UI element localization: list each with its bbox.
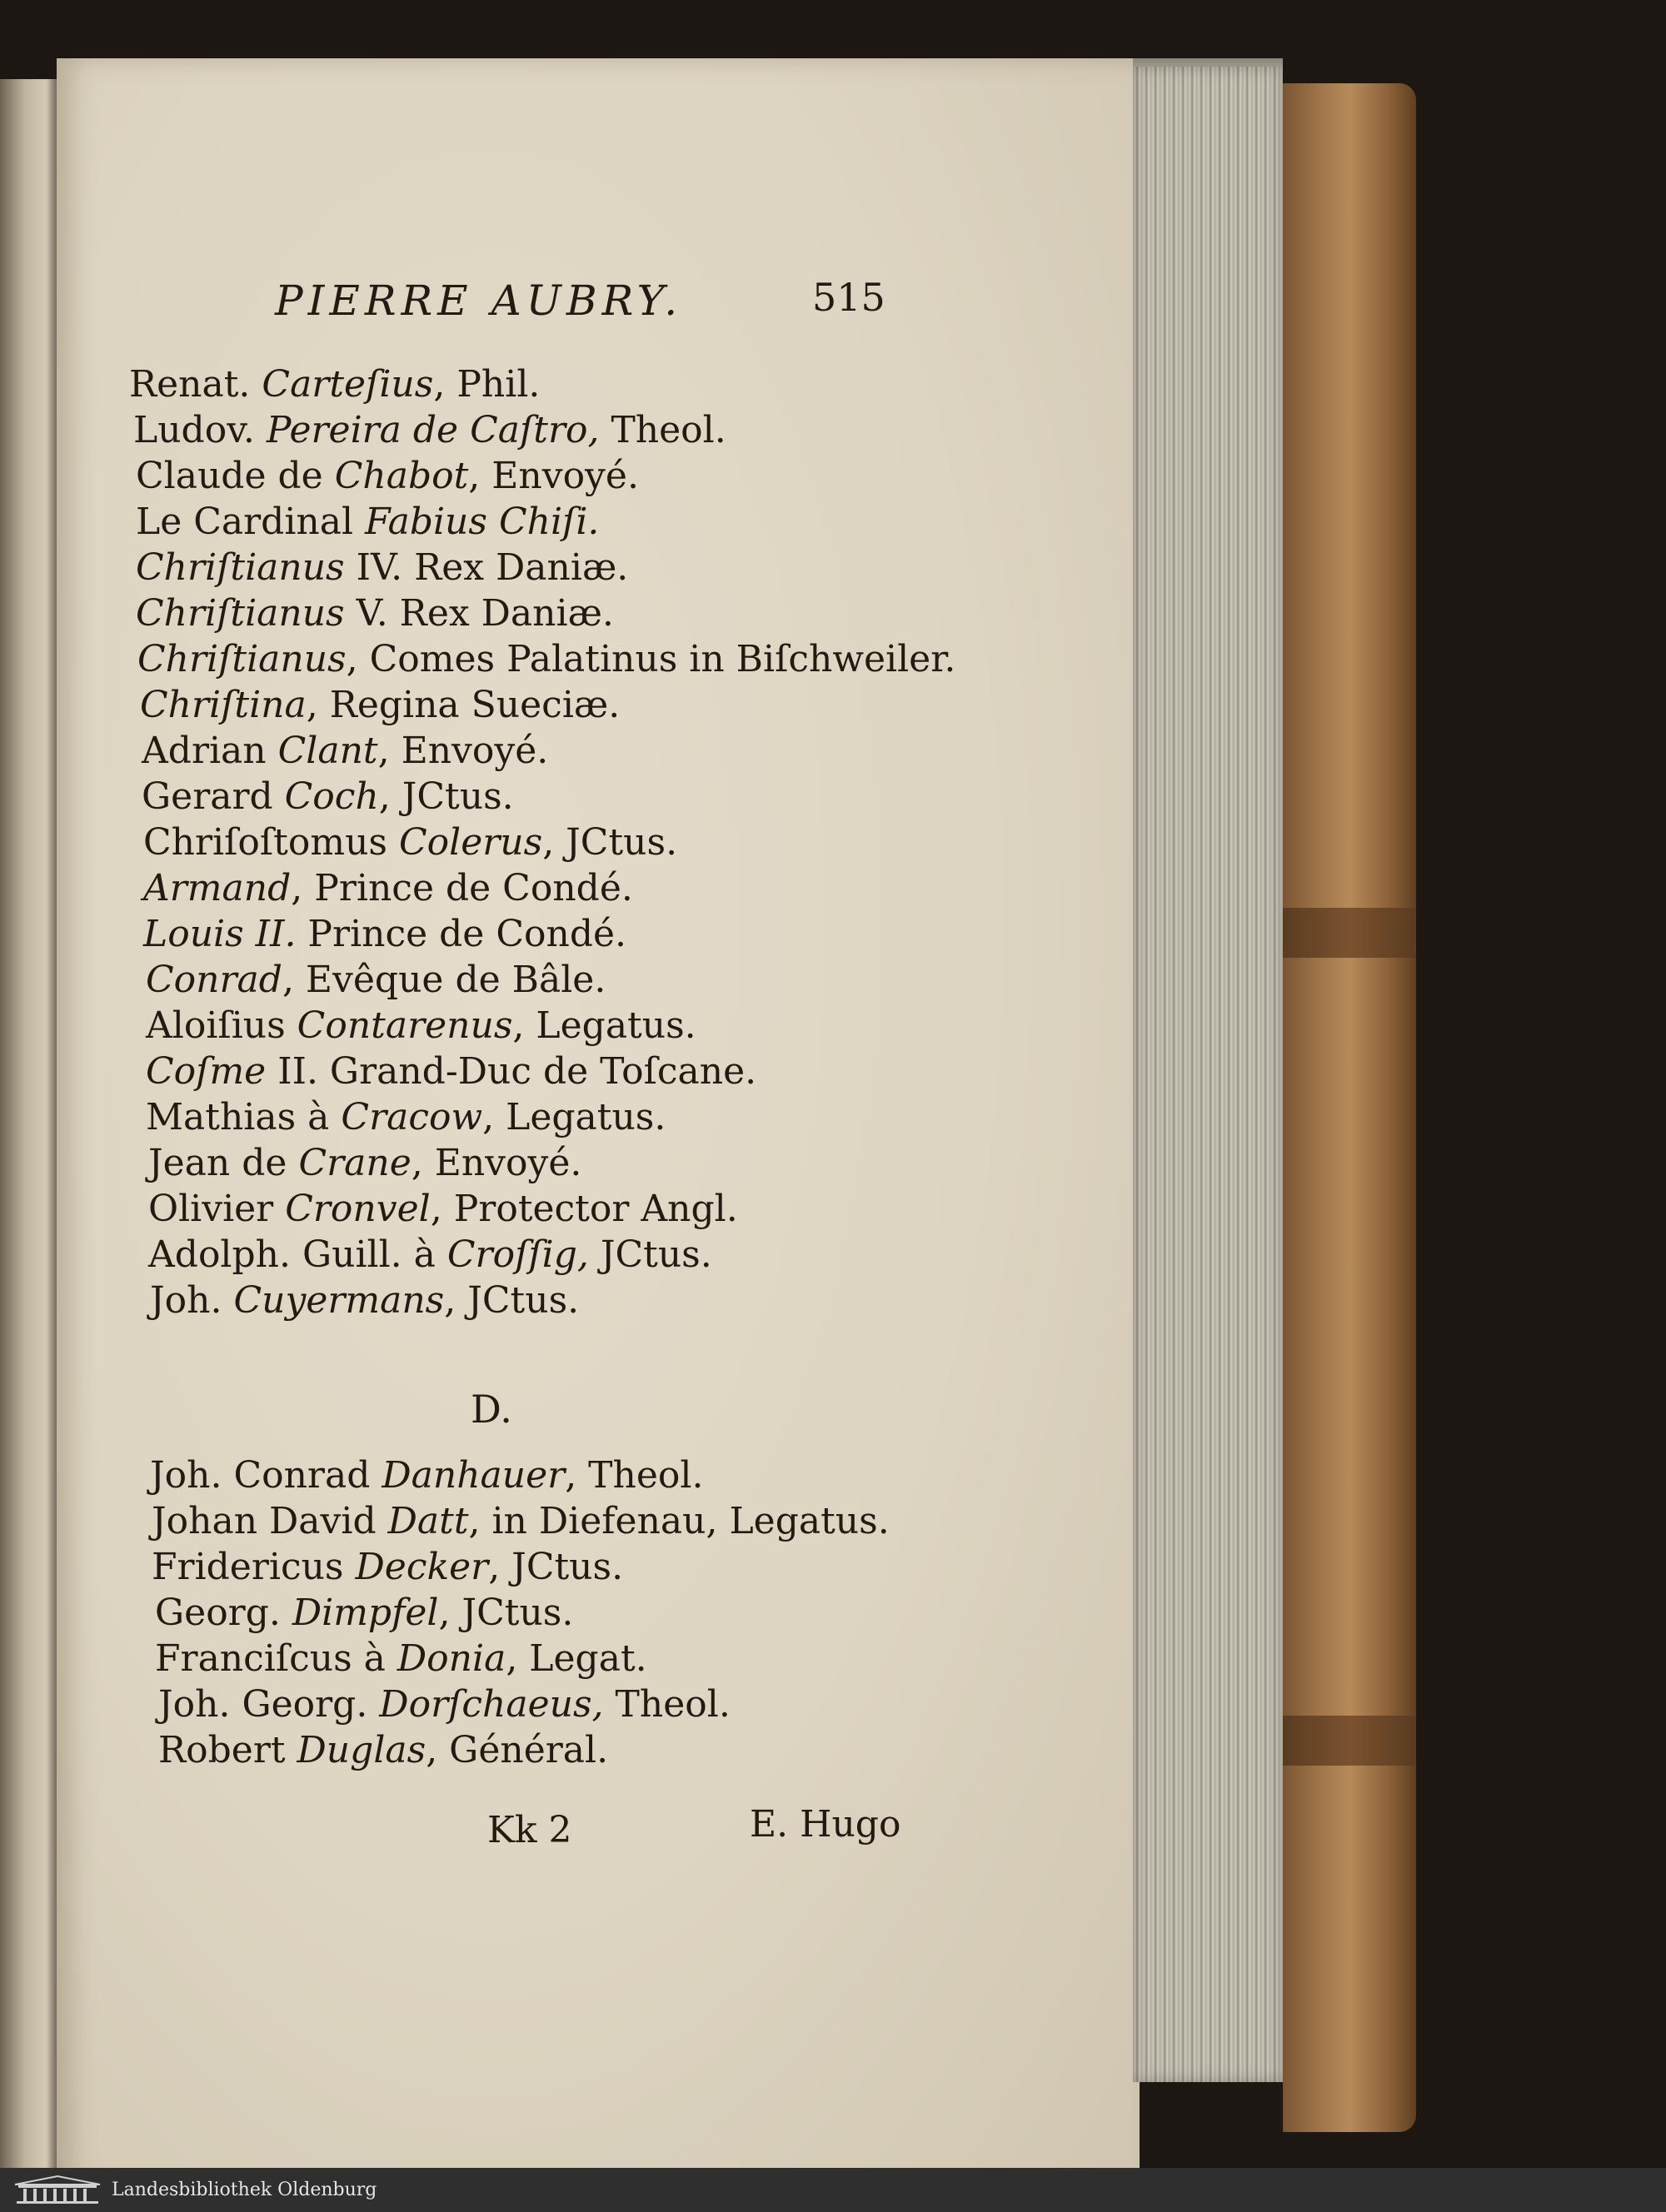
library-name: Landesbibliothek Oldenburg [112, 2180, 377, 2200]
entry-suffix: , in Diefenau, Legatus. [468, 1500, 890, 1542]
entry-prefix: Mathias à [146, 1096, 342, 1138]
entry-name-italic: Cronvel [285, 1188, 431, 1230]
entry-name-italic: Cuyermans [233, 1279, 445, 1322]
entry-name-italic: Croſſig, [446, 1233, 589, 1276]
entry-suffix: , Envoyé. [468, 455, 639, 497]
index-entry [143, 913, 627, 955]
entry-prefix: Adolph. Guill. à [148, 1233, 447, 1276]
index-entry [146, 959, 606, 1001]
entry-suffix: , Général. [426, 1729, 609, 1771]
index-entry [136, 501, 600, 543]
entry-name-italic: Clant [277, 730, 378, 772]
entry-prefix: Chriſoſtomus [143, 821, 399, 864]
entry-suffix: Prince de Condé. [296, 913, 627, 955]
entry-name-italic: Datt [387, 1500, 469, 1542]
entry-prefix: Claude de [136, 455, 335, 497]
index-entry [148, 1142, 582, 1184]
index-entry [143, 867, 633, 909]
entry-prefix: Robert [158, 1729, 297, 1771]
entry-suffix: , Envoyé. [411, 1142, 582, 1184]
entry-name-italic: Louis II. [143, 913, 297, 955]
entry-prefix: Renat. [129, 363, 262, 406]
entry-suffix: Theol. [599, 409, 726, 451]
running-head: PIERRE AUBRY. [275, 276, 683, 325]
entry-suffix: II. Grand-Duc de Toſcane. [266, 1050, 757, 1093]
entry-name-italic: Chabot [334, 455, 469, 497]
entry-suffix: , JCtus. [378, 775, 514, 818]
entry-suffix: IV. Rex Daniæ. [344, 546, 629, 589]
index-entry [136, 592, 614, 635]
index-entry [155, 1592, 574, 1634]
entry-name-italic: Armand [143, 867, 292, 909]
entry-name-italic: Fabius Chiſi. [365, 501, 600, 543]
entry-name-italic: Pereira de Caſtro, [266, 409, 600, 451]
index-entry [150, 1279, 580, 1322]
index-entry [143, 821, 678, 864]
entry-prefix: Joh. Conrad [150, 1454, 382, 1497]
entry-suffix: , Legatus. [512, 1004, 696, 1047]
section-letter: D. [471, 1387, 512, 1432]
footer-bar [0, 2168, 1666, 2212]
page-number: 515 [812, 275, 885, 320]
signature-mark: Kk 2 [487, 1809, 572, 1851]
catchword: E. Hugo [750, 1803, 901, 1846]
entry-suffix: , Comes Palatinus in Biſchweiler. [346, 638, 956, 680]
entry-prefix: Georg. [155, 1592, 292, 1634]
entry-suffix: , Regina Sueciæ. [306, 684, 621, 726]
entry-prefix: Jean de [148, 1142, 299, 1184]
entry-suffix: , Legat. [506, 1637, 647, 1680]
entry-name-italic: Decker [355, 1546, 489, 1588]
index-entry [140, 684, 621, 726]
entry-suffix: , JCtus. [488, 1546, 624, 1588]
entry-prefix: Aloiſius [146, 1004, 297, 1047]
entry-suffix: , Theol. [565, 1454, 704, 1497]
entry-name-italic: Contarenus [297, 1004, 513, 1047]
entry-prefix: Joh. Georg. [158, 1683, 380, 1726]
index-entry [148, 1233, 712, 1276]
index-entry [136, 546, 629, 589]
entry-name-italic: Donia [397, 1637, 506, 1680]
entry-name-italic: Carteſius [262, 363, 434, 406]
index-entry [146, 1004, 696, 1047]
entry-prefix: Fridericus [152, 1546, 356, 1588]
entry-name-italic: Dimpfel [292, 1592, 439, 1634]
entry-suffix: JCtus. [588, 1233, 712, 1276]
entry-name-italic: Crane [298, 1142, 412, 1184]
entry-prefix: Joh. [150, 1279, 234, 1322]
entry-name-italic: Dorſchaeus, [379, 1683, 604, 1726]
entry-prefix: Le Cardinal [136, 501, 366, 543]
library-building-icon [12, 2175, 103, 2205]
entry-suffix: , Protector Angl. [430, 1188, 738, 1230]
index-entry [152, 1546, 624, 1588]
entry-suffix: , JCtus. [438, 1592, 574, 1634]
index-entry [133, 409, 726, 451]
entry-name-italic: Duglas [297, 1729, 426, 1771]
entry-suffix: , Evêque de Bâle. [282, 959, 606, 1001]
index-entry [158, 1683, 731, 1726]
entry-name-italic: Coſme [146, 1050, 267, 1093]
index-entry [136, 455, 639, 497]
index-entry [142, 775, 514, 818]
entry-name-italic: Danhauer [382, 1454, 566, 1497]
entry-prefix: Olivier [148, 1188, 286, 1230]
entry-name-italic: Chriſtianus [136, 592, 345, 635]
entry-name-italic: Chriſtianus [136, 546, 345, 589]
entry-suffix: V. Rex Daniæ. [344, 592, 614, 635]
entry-name-italic: Chriſtina [140, 684, 307, 726]
index-entry [129, 363, 541, 406]
entry-suffix: , Phil. [433, 363, 541, 406]
index-entry [146, 1096, 666, 1138]
index-entry [142, 730, 549, 772]
index-entry [148, 1188, 738, 1230]
entry-name-italic: Cracow [341, 1096, 483, 1138]
entry-name-italic: Chriſtianus [137, 638, 347, 680]
entry-suffix: , Envoyé. [377, 730, 549, 772]
entry-suffix: , Legatus. [482, 1096, 666, 1138]
entry-suffix: , Prince de Condé. [291, 867, 633, 909]
entry-suffix: , JCtus. [542, 821, 678, 864]
entry-name-italic: Colerus [398, 821, 543, 864]
entry-name-italic: Conrad [146, 959, 282, 1001]
entry-prefix: Gerard [142, 775, 285, 818]
index-entry [137, 638, 956, 680]
entry-prefix: Johan David [152, 1500, 388, 1542]
index-entry [158, 1729, 609, 1771]
index-entry [146, 1050, 757, 1093]
entry-prefix: Adrian [142, 730, 278, 772]
entry-name-italic: Coch [284, 775, 379, 818]
entry-prefix: Ludov. [133, 409, 267, 451]
index-entry [150, 1454, 704, 1497]
entry-suffix: Theol. [603, 1683, 731, 1726]
entry-suffix: , JCtus. [444, 1279, 580, 1322]
entry-prefix: Franciſcus à [155, 1637, 397, 1680]
index-entry [155, 1637, 647, 1680]
index-entry [152, 1500, 890, 1542]
